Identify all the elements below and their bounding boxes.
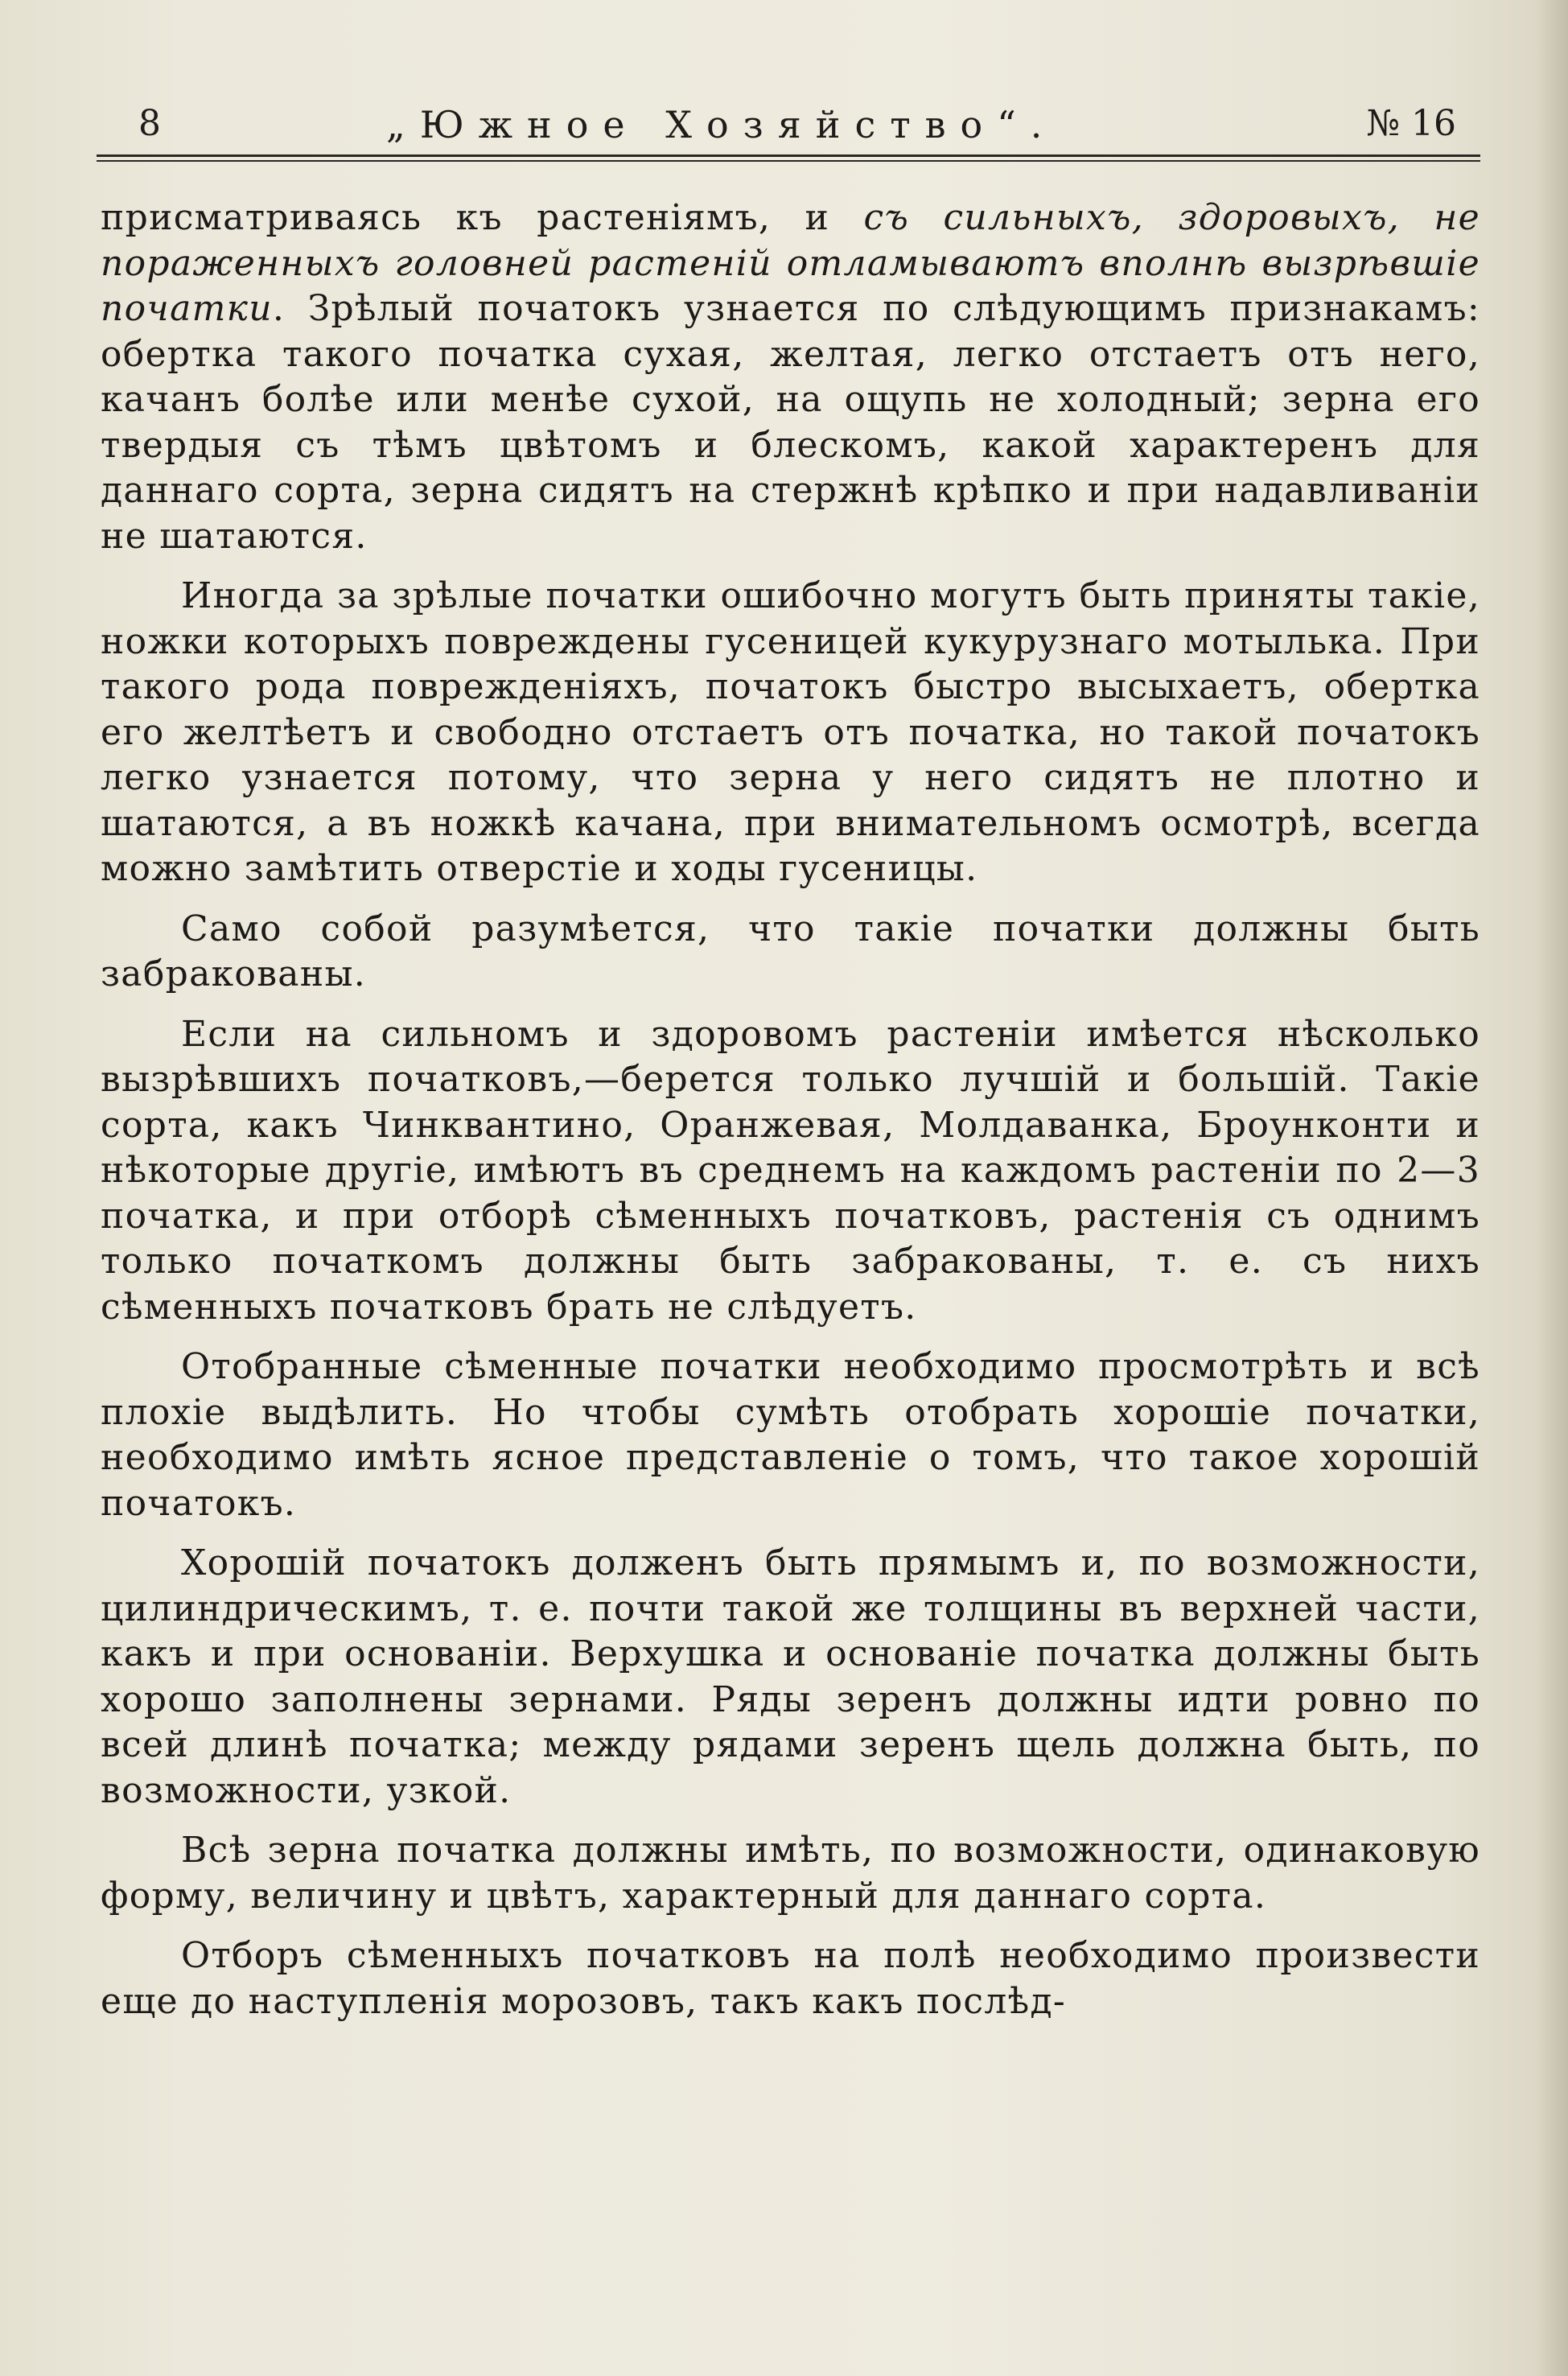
paragraph: Если на сильномъ и здоровомъ растеніи имѣется нѣсколько вызрѣвшихъ початковъ,—берется только лучшій и большій. Такіе сорта, какъ Чинквантино, Оранжевая, Молдаванка, Броунконти и нѣкоторые другіе, имѣютъ въ среднемъ на каждомъ растеніи по 2—3 початка, и при отборѣ сѣменныхъ початковъ, растенія съ однимъ только початкомъ должны быть забракованы, т. е. съ нихъ сѣменныхъ початковъ брать не слѣдуетъ. <box>101 1013 1480 1328</box>
page-number: 8 <box>138 103 161 144</box>
running-header <box>97 103 1480 151</box>
paragraph: Иногда за зрѣлые початки ошибочно могутъ быть приняты такіе, ножки которыхъ повреждены гусеницей кукурузнаго мотылька. При такого рода поврежденіяхъ, початокъ быстро высыхаетъ, обертка его желтѣетъ и свободно отстаетъ отъ початка, но такой початокъ легко узнается потому, что зерна у него сидятъ не плотно и шатаются, а въ ножкѣ качана, при внимательномъ осмотрѣ, всегда можно замѣтить отверстіе и ходы гусеницы. <box>101 575 1480 889</box>
paragraph: Хорошій початокъ долженъ быть прямымъ и, по возможности, цилиндрическимъ, т. е. почти такой же толщины въ верхней части, какъ и при основаніи. Верхушка и основаніе початка должны быть хорошо заполнены зернами. Ряды зеренъ должны идти ровно по всей длинѣ початка; между рядами зеренъ щель должна быть, по возможности, узкой. <box>101 1542 1480 1811</box>
issue-number: № 16 <box>1366 103 1456 144</box>
paragraph-text: . Зрѣлый початокъ узнается по слѣдующимъ признакамъ: обертка такого початка сухая, желтая, легко отстаетъ отъ него, качанъ болѣе или менѣе сухой, на ощупь не холодный; зерна его твердыя съ тѣмъ цвѣтомъ и блескомъ, какой характеренъ для даннаго сорта, зерна сидятъ на стержнѣ крѣпко и при надавливаніи не шатаются. <box>101 288 1480 557</box>
paragraph <box>101 196 1480 559</box>
journal-title: „Южное Хозяйство“. <box>386 103 1057 146</box>
header-rule <box>97 154 1480 157</box>
emphasis-text: съ сильныхъ, здоровыхъ, не пораженныхъ головней растеній отламываютъ вполнѣ вызрѣвшіе початки <box>101 197 1481 329</box>
paragraph: Отобранные сѣменные початки необходимо просмотрѣть и всѣ плохіе выдѣлить. Но чтобы сумѣть отобрать хорошіе початки, необходимо имѣть ясное представленіе о томъ, что такое хорошій початокъ. <box>101 1346 1480 1524</box>
header-rule-thin <box>97 160 1480 162</box>
paragraph: Само собой разумѣется, что такіе початки должны быть забракованы. <box>101 908 1480 994</box>
page-edge-shadow <box>1536 0 1568 2376</box>
paragraph: Отборъ сѣменныхъ початковъ на полѣ необходимо произвести еще до наступленія морозовъ, такъ какъ послѣд- <box>101 1935 1480 2022</box>
paragraph: Всѣ зерна початка должны имѣть, по возможности, одинаковую форму, величину и цвѣтъ, характерный для даннаго сорта. <box>101 1830 1480 1917</box>
paragraph-text: присматриваясь къ растеніямъ, и <box>101 197 864 238</box>
body-text <box>101 196 1480 2039</box>
